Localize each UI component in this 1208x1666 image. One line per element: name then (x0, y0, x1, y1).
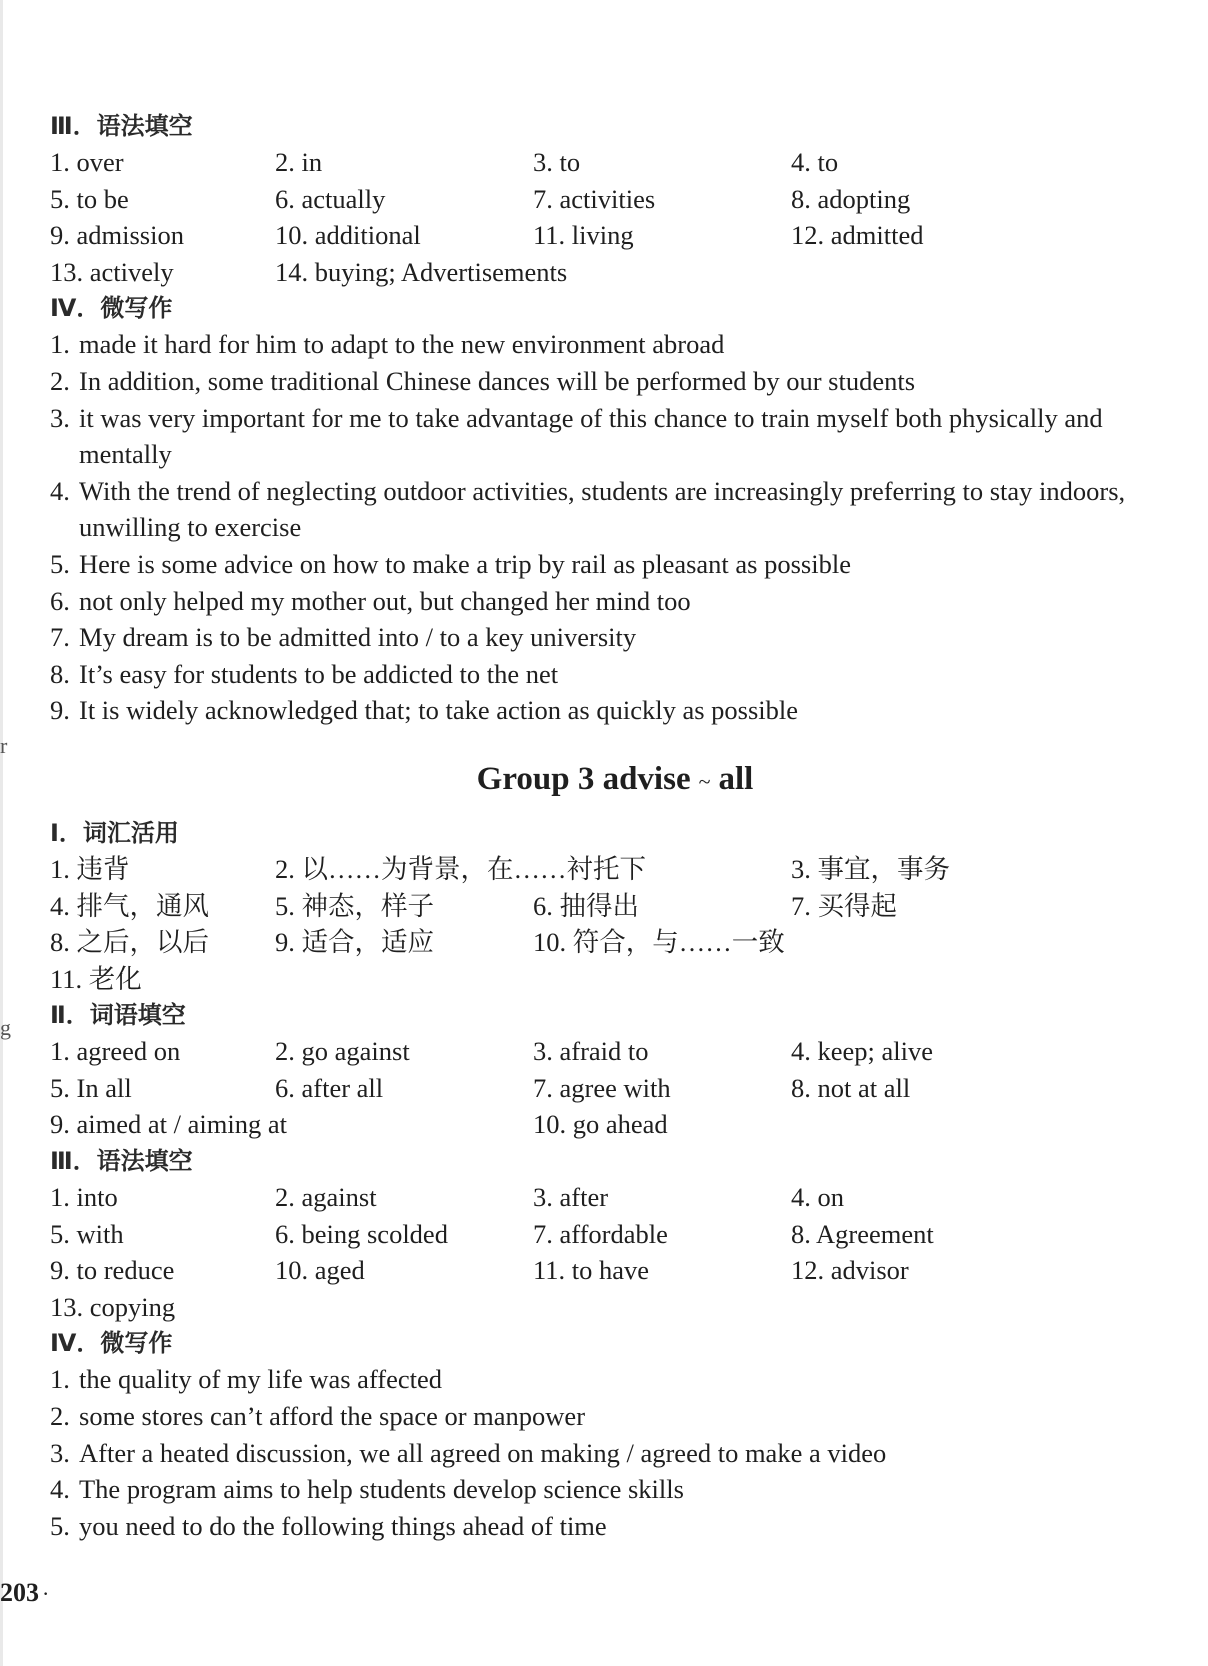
item-text: made it hard for him to adapt to the new environment abroad (79, 329, 725, 360)
list-item (50, 583, 1150, 620)
answer-cell: 12. admitted (791, 220, 924, 251)
item-number: 1. (50, 329, 70, 360)
answer-cell: 13. actively (50, 256, 174, 287)
item-number: 5. (50, 1510, 70, 1541)
answer-row (50, 1106, 1150, 1143)
item-number: 3. (50, 1437, 70, 1468)
section-heading-grammar: Ⅲ．语法填空 (50, 1147, 193, 1176)
answer-row (50, 924, 1150, 961)
list-item (50, 363, 1150, 400)
section-heading-writing: Ⅳ．微写作 (50, 294, 173, 323)
section-heading-phrases: Ⅱ．词语填空 (50, 1001, 186, 1030)
answer-cell: 10. additional (275, 220, 421, 251)
answer-cell: 1. agreed on (50, 1036, 181, 1067)
list-item (50, 656, 1150, 693)
group-title-tilde: ~ (698, 768, 711, 794)
list-item (50, 546, 1150, 583)
section-heading-writing: Ⅳ．微写作 (50, 1329, 173, 1358)
answer-cell: 9. to reduce (50, 1255, 175, 1286)
answer-cell: 10. go ahead (533, 1109, 668, 1140)
item-text: It is widely acknowledged that; to take action as quickly as possible (79, 695, 799, 726)
answer-cell: 4. on (791, 1182, 844, 1213)
answer-content (50, 108, 1150, 1544)
answer-cell: 8. 之后，以后 (50, 927, 209, 958)
answer-row (50, 1252, 1150, 1289)
answer-cell: 4. 排气，通风 (50, 890, 209, 921)
list-item (50, 692, 1150, 729)
item-number: 4. (50, 475, 70, 506)
answer-cell: 4. keep; alive (791, 1036, 934, 1067)
list-item (50, 1398, 1150, 1435)
item-text: it was very important for me to take advantage of this chance to train myself both physically and mentally (79, 402, 1103, 470)
answer-row (50, 888, 1150, 925)
edge-mark: r (0, 733, 8, 758)
answer-cell: 10. aged (275, 1255, 365, 1286)
answer-cell: 2. in (275, 147, 323, 177)
section-heading-grammar: Ⅲ．语法填空 (50, 112, 193, 140)
vocabulary-answers (50, 851, 1150, 997)
answer-cell: 5. In all (50, 1072, 132, 1103)
answer-cell: 12. advisor (791, 1255, 909, 1286)
list-item (50, 1508, 1150, 1545)
list-item (50, 400, 1150, 473)
item-number: 2. (50, 1401, 70, 1432)
answer-cell: 2. go against (275, 1036, 410, 1067)
item-text: After a heated discussion, we all agreed on making / agreed to make a video (79, 1437, 887, 1468)
list-item (50, 473, 1150, 546)
answer-row (50, 144, 1150, 181)
item-number: 2. (50, 365, 70, 396)
writing-answers (50, 326, 1150, 729)
group-title-main: Group 3 advise (476, 760, 691, 797)
list-item (50, 619, 1150, 656)
list-item (50, 1361, 1150, 1398)
grammar-answers (50, 144, 1150, 290)
answer-cell: 10. 符合，与……一致 (533, 927, 785, 958)
answer-cell: 8. Agreement (791, 1218, 934, 1249)
answer-row (50, 1216, 1150, 1253)
page-number-dot: · (42, 1581, 50, 1606)
answer-cell: 2. 以……为背景，在……衬托下 (275, 853, 646, 884)
answer-cell: 3. after (533, 1182, 609, 1213)
item-number: 8. (50, 658, 70, 689)
answer-cell: 4. to (791, 147, 839, 177)
answer-cell: 3. afraid to (533, 1036, 649, 1067)
answer-cell: 5. 神态，样子 (275, 890, 434, 921)
answer-cell: 13. copying (50, 1291, 176, 1322)
item-text: With the trend of neglecting outdoor activities, students are increasingly preferring to stay indoors, unwilling to exercise (79, 475, 1126, 543)
item-number: 9. (50, 695, 70, 726)
answer-cell: 8. not at all (791, 1072, 911, 1103)
answer-cell: 7. agree with (533, 1072, 671, 1103)
answer-cell: 8. adopting (791, 183, 911, 214)
answer-cell: 2. against (275, 1182, 377, 1213)
answer-cell: 6. after all (275, 1072, 384, 1103)
item-text: My dream is to be admitted into / to a key university (79, 622, 637, 653)
answer-row (50, 254, 1150, 291)
item-text: you need to do the following things ahead of time (79, 1510, 607, 1541)
answer-cell: 6. 抽得出 (533, 890, 639, 921)
item-number: 5. (50, 548, 70, 579)
answer-cell: 7. affordable (533, 1218, 668, 1249)
answer-cell: 3. 事宜，事务 (791, 853, 950, 884)
section-heading-vocabulary: Ⅰ．词汇活用 (50, 818, 179, 847)
item-text: some stores can’t afford the space or manpower (79, 1401, 586, 1432)
list-item (50, 326, 1150, 363)
answer-cell: 1. into (50, 1182, 118, 1213)
page-edge (0, 0, 3, 1666)
group-title-end: all (718, 760, 754, 797)
item-number: 4. (50, 1474, 70, 1505)
list-item (50, 1471, 1150, 1508)
answer-row (50, 1289, 1150, 1326)
answer-cell: 14. buying; Advertisements (275, 256, 568, 287)
answer-cell: 1. 违背 (50, 853, 130, 884)
answer-cell: 6. being scolded (275, 1218, 448, 1249)
answer-cell: 5. with (50, 1218, 124, 1249)
answer-cell: 9. admission (50, 220, 184, 251)
answer-cell: 11. living (533, 220, 634, 251)
item-text: In addition, some traditional Chinese dances will be performed by our students (79, 365, 916, 396)
item-number: 3. (50, 402, 70, 433)
answer-cell: 9. aimed at / aiming at (50, 1109, 287, 1140)
grammar-answers (50, 1179, 1150, 1325)
page-number-value: 203 (0, 1578, 39, 1607)
answer-row (50, 961, 1150, 998)
item-text: Here is some advice on how to make a trip by rail as pleasant as possible (79, 548, 851, 579)
answer-row (50, 1179, 1150, 1216)
answer-cell: 11. 老化 (50, 963, 142, 994)
answer-row (50, 1033, 1150, 1070)
item-text: the quality of my life was affected (79, 1364, 443, 1395)
answer-cell: 3. to (533, 147, 581, 177)
writing-answers (50, 1361, 1150, 1544)
phrase-answers (50, 1033, 1150, 1143)
answer-row (50, 181, 1150, 218)
item-text: The program aims to help students develop science skills (79, 1474, 684, 1505)
item-text: not only helped my mother out, but changed her mind too (79, 585, 691, 616)
item-number: 7. (50, 622, 70, 653)
answer-cell: 9. 适合，适应 (275, 927, 434, 958)
group-title (50, 749, 1150, 809)
list-item (50, 1435, 1150, 1472)
item-text: It’s easy for students to be addicted to the net (79, 658, 559, 689)
item-number: 6. (50, 585, 70, 616)
answer-cell: 1. over (50, 147, 124, 177)
answer-cell: 5. to be (50, 183, 129, 214)
edge-mark: g (0, 1015, 11, 1040)
answer-cell: 7. 买得起 (791, 890, 897, 921)
answer-row (50, 851, 1150, 888)
answer-row (50, 217, 1150, 254)
item-number: 1. (50, 1364, 70, 1395)
answer-cell: 6. actually (275, 183, 386, 214)
answer-cell: 7. activities (533, 183, 656, 214)
answer-cell: 11. to have (533, 1255, 650, 1286)
answer-row (50, 1070, 1150, 1107)
page-number (0, 1578, 49, 1608)
